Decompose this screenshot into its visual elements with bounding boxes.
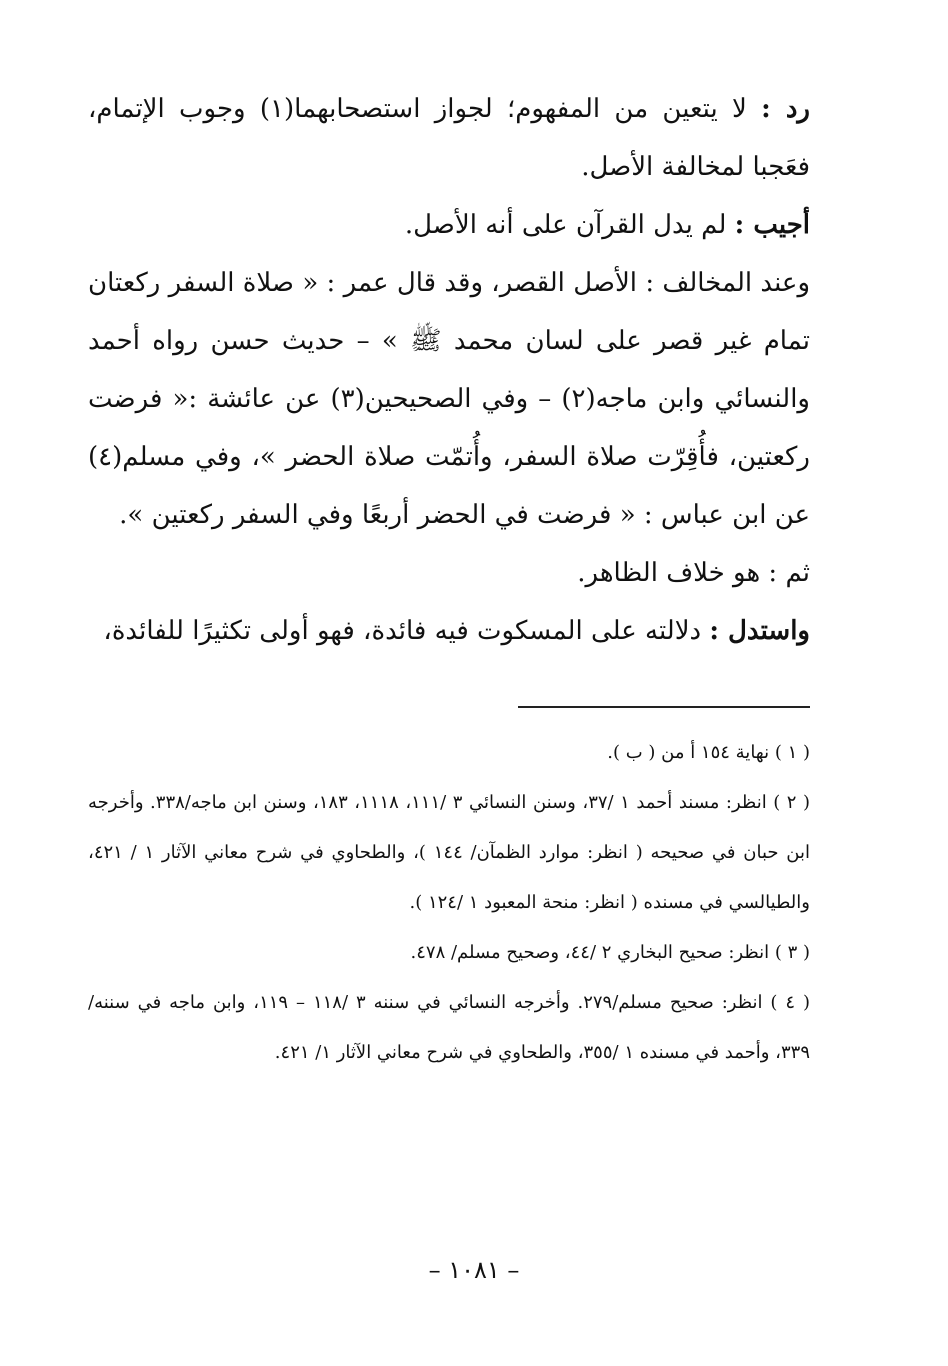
page-number: – ١٠٨١ –: [428, 1256, 520, 1284]
footnote-1: ( ١ ) نهاية ١٥٤ أ من ( ب ).: [607, 742, 810, 763]
paragraph-text: لم يدل القرآن على أنه الأصل.: [404, 210, 735, 240]
paragraph-lead: رد :: [761, 94, 810, 124]
paragraph-text: دلالته على المسكوت فيه فائدة، فهو أولى تكثيرًا للفائدة،: [103, 616, 710, 646]
footnote-3: ( ٣ ) انظر: صحيح البخاري ٢ /٤٤، وصحيح مسلم/ ٤٧٨.: [410, 942, 810, 963]
paragraph-opponent: [88, 254, 810, 544]
paragraph-text: لا يتعين من المفهوم؛ لجواز استصحابهما(١) وجوب الإتمام، فعَجبا لمخالفة الأصل.: [88, 94, 810, 182]
footnote-2: ( ٢ ) انظر: مسند أحمد ١ /٣٧، وسنن النسائي ٣ /١١١، ١١١٨، ١٨٣، وسنن ابن ماجه/٣٣٨. وأخرجه ابن حبان في صحيحه ( انظر: موارد الظمآن/ ١٤٤ )، والطحاوي في شرح معاني الآثار ١ / ٤٢١، والطيالسي في مسنده ( انظر: منحة المعبود ١ /١٢٤ ).: [88, 792, 810, 913]
footnotes: [88, 728, 810, 1078]
footnote-4: ( ٤ ) انظر: صحيح مسلم/٢٧٩. وأخرجه النسائي في سننه ٣ /١١٨ – ١١٩، وابن ماجه في سننه/ ٣٣٩، وأحمد في مسنده ١ /٣٥٥، والطحاوي في شرح معاني الآثار ١/ ٤٢١.: [88, 992, 810, 1063]
paragraph-thumma: [88, 544, 810, 602]
paragraph-lead: واستدل :: [709, 616, 810, 646]
paragraph-radd: [88, 80, 810, 196]
paragraph-lead: أجيب :: [734, 210, 810, 240]
main-text: [88, 80, 810, 660]
footnote-separator: [518, 706, 810, 708]
paragraph-ujib: [88, 196, 810, 254]
paragraph-text: ثم : هو خلاف الظاهر.: [577, 558, 810, 588]
paragraph-istadall: [88, 602, 810, 660]
paragraph-text: وعند المخالف : الأصل القصر، وقد قال عمر : « صلاة السفر ركعتان تمام غير قصر على لسان محمد ﷺ » – حديث حسن رواه أحمد والنسائي وابن ماجه(٢) – وفي الصحيحين(٣) عن عائشة :« فرضت ركعتين، فأُقِرّت صلاة السفر، وأُتمّت صلاة الحضر »، وفي مسلم(٤) عن ابن عباس : « فرضت في الحضر أربعًا وفي السفر ركعتين ».: [88, 268, 810, 530]
